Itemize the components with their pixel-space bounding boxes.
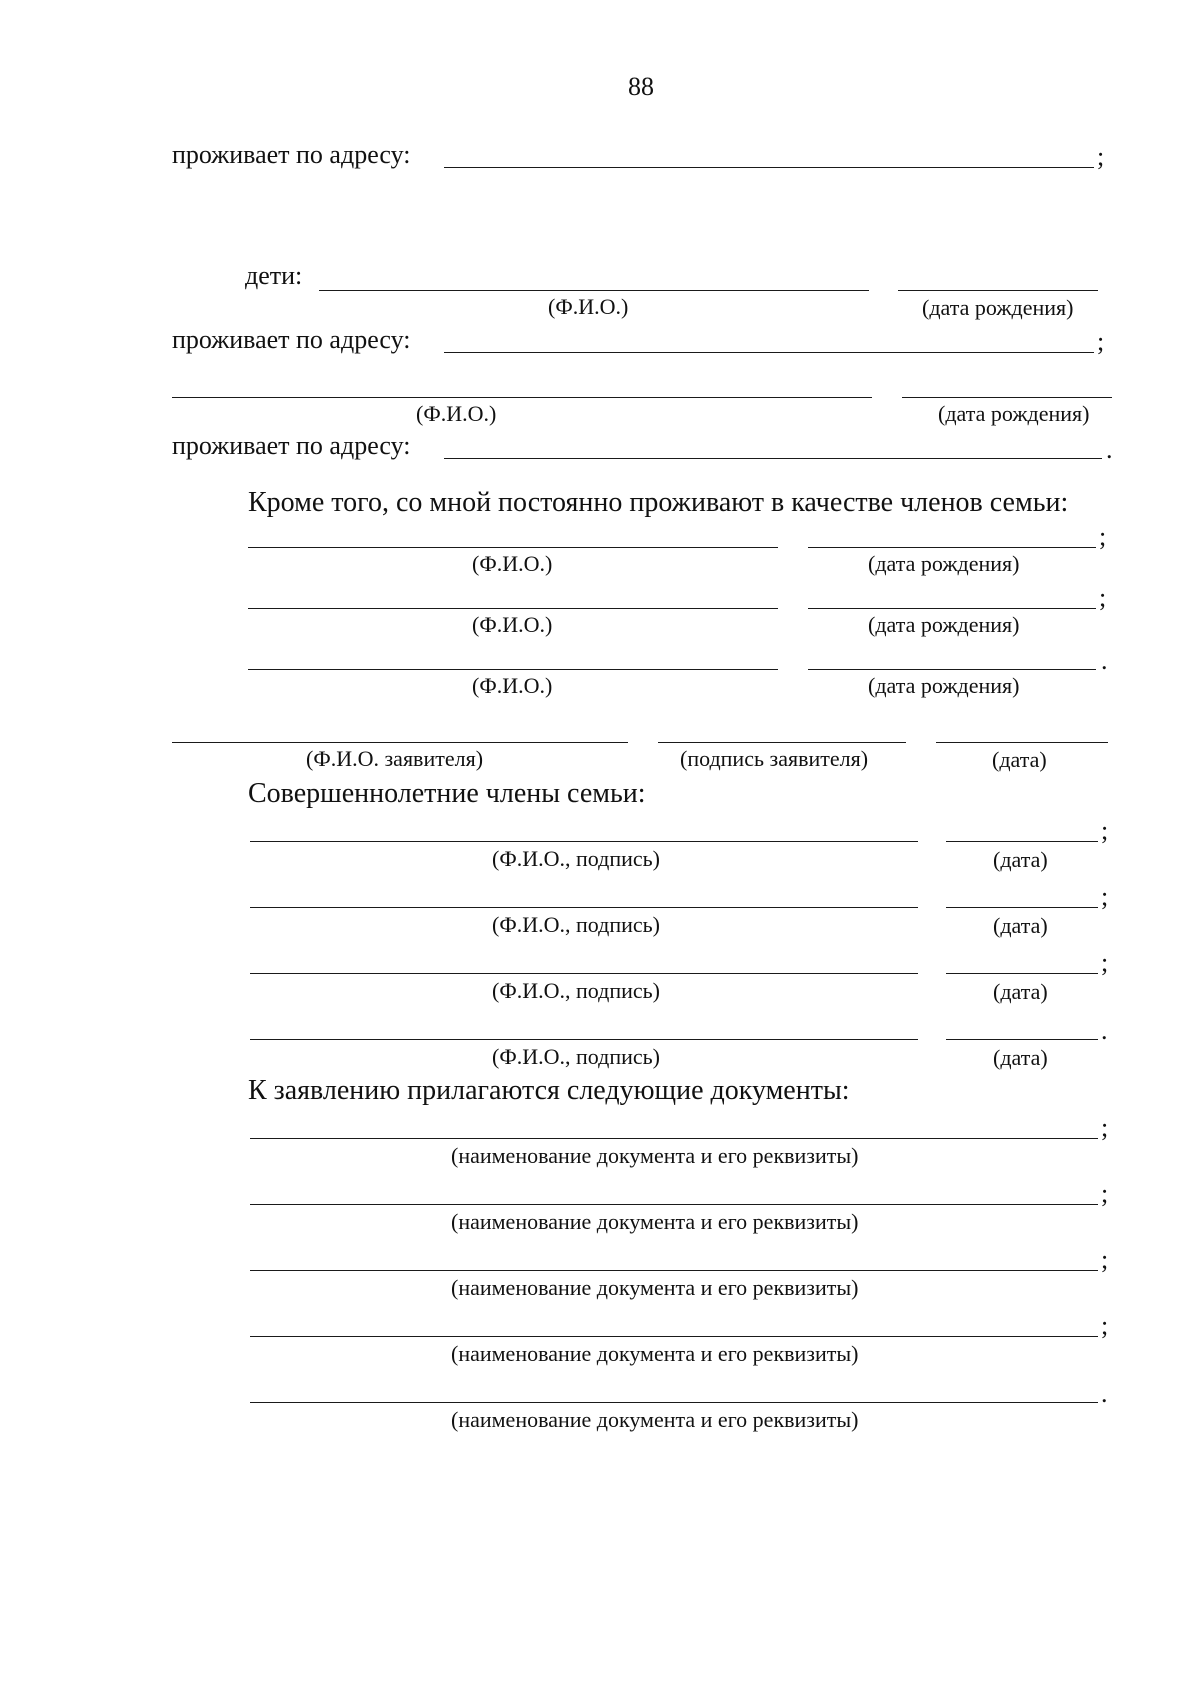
page-number: 88 (628, 72, 654, 101)
address-line[interactable] (444, 458, 1102, 459)
adult-name-sign-caption: (Ф.И.О., подпись) (492, 846, 660, 871)
family-end-punct: ; (1099, 522, 1107, 551)
document-line[interactable] (250, 1204, 1098, 1205)
document-end-punct: ; (1101, 1311, 1109, 1340)
adult-name-sign-line[interactable] (250, 973, 918, 974)
adult-name-sign-line[interactable] (250, 907, 918, 908)
adult-date-line[interactable] (946, 841, 1098, 842)
applicant-date-line[interactable] (936, 742, 1108, 743)
documents-label: К заявлению прилагаются следующие документы: (248, 1075, 850, 1106)
address-label: проживает по адресу: (172, 140, 411, 169)
adult-date-line[interactable] (946, 973, 1098, 974)
adult-date-line[interactable] (946, 907, 1098, 908)
adult-family-label: Совершеннолетние члены семьи: (248, 778, 646, 809)
family-name-caption: (Ф.И.О.) (472, 612, 553, 637)
document-caption: (наименование документа и его реквизиты) (451, 1143, 859, 1168)
child-name-line[interactable] (172, 397, 872, 398)
document-end-punct: ; (1101, 1179, 1109, 1208)
applicant-name-caption: (Ф.И.О. заявителя) (306, 746, 484, 771)
applicant-sign-line[interactable] (658, 742, 906, 743)
family-birth-line[interactable] (808, 669, 1096, 670)
document-caption: (наименование документа и его реквизиты) (451, 1275, 859, 1300)
family-birth-line[interactable] (808, 547, 1096, 548)
adult-date-caption: (дата) (993, 913, 1048, 938)
adult-name-sign-caption: (Ф.И.О., подпись) (492, 978, 660, 1003)
adult-date-caption: (дата) (993, 979, 1048, 1004)
document-line[interactable] (250, 1270, 1098, 1271)
document-caption: (наименование документа и его реквизиты) (451, 1209, 859, 1234)
applicant-date-caption: (дата) (992, 747, 1047, 772)
address-end-punct: ; (1097, 327, 1105, 356)
child-birth-caption: (дата рождения) (938, 401, 1090, 426)
family-end-punct: ; (1099, 583, 1107, 612)
adult-date-caption: (дата) (993, 847, 1048, 872)
child-birth-caption: (дата рождения) (922, 295, 1074, 320)
family-birth-caption: (дата рождения) (868, 673, 1020, 698)
family-name-caption: (Ф.И.О.) (472, 673, 553, 698)
document-caption: (наименование документа и его реквизиты) (451, 1407, 859, 1432)
family-intro: Кроме того, со мной постоянно проживают в качестве членов семьи: (248, 487, 1069, 518)
document-end-punct: ; (1101, 1245, 1109, 1274)
adult-end-punct: ; (1101, 816, 1109, 845)
adult-name-sign-line[interactable] (250, 841, 918, 842)
child-birth-line[interactable] (898, 290, 1098, 291)
address-end-punct: . (1106, 435, 1113, 464)
adult-end-punct: ; (1101, 882, 1109, 911)
child-name-caption: (Ф.И.О.) (548, 294, 629, 319)
adult-name-sign-caption: (Ф.И.О., подпись) (492, 1044, 660, 1069)
family-name-caption: (Ф.И.О.) (472, 551, 553, 576)
document-end-punct: ; (1101, 1113, 1109, 1142)
family-birth-caption: (дата рождения) (868, 612, 1020, 637)
family-birth-caption: (дата рождения) (868, 551, 1020, 576)
address-label: проживает по адресу: (172, 325, 411, 354)
child-name-line[interactable] (319, 290, 869, 291)
document-line[interactable] (250, 1402, 1098, 1403)
family-birth-line[interactable] (808, 608, 1096, 609)
document-end-punct: . (1101, 1379, 1108, 1408)
document-line[interactable] (250, 1138, 1098, 1139)
adult-end-punct: ; (1101, 948, 1109, 977)
applicant-sign-caption: (подпись заявителя) (680, 746, 869, 771)
address-end-punct: ; (1097, 142, 1105, 171)
document-caption: (наименование документа и его реквизиты) (451, 1341, 859, 1366)
address-line[interactable] (444, 167, 1094, 168)
adult-end-punct: . (1101, 1016, 1108, 1045)
adult-name-sign-caption: (Ф.И.О., подпись) (492, 912, 660, 937)
family-name-line[interactable] (248, 547, 778, 548)
family-name-line[interactable] (248, 608, 778, 609)
adult-name-sign-line[interactable] (250, 1039, 918, 1040)
document-line[interactable] (250, 1336, 1098, 1337)
child-birth-line[interactable] (902, 397, 1112, 398)
address-label: проживает по адресу: (172, 431, 411, 460)
address-line[interactable] (444, 352, 1094, 353)
applicant-name-line[interactable] (172, 742, 628, 743)
children-label: дети: (245, 261, 303, 290)
family-end-punct: . (1101, 646, 1108, 675)
family-name-line[interactable] (248, 669, 778, 670)
adult-date-caption: (дата) (993, 1045, 1048, 1070)
child-name-caption: (Ф.И.О.) (416, 401, 497, 426)
adult-date-line[interactable] (946, 1039, 1098, 1040)
